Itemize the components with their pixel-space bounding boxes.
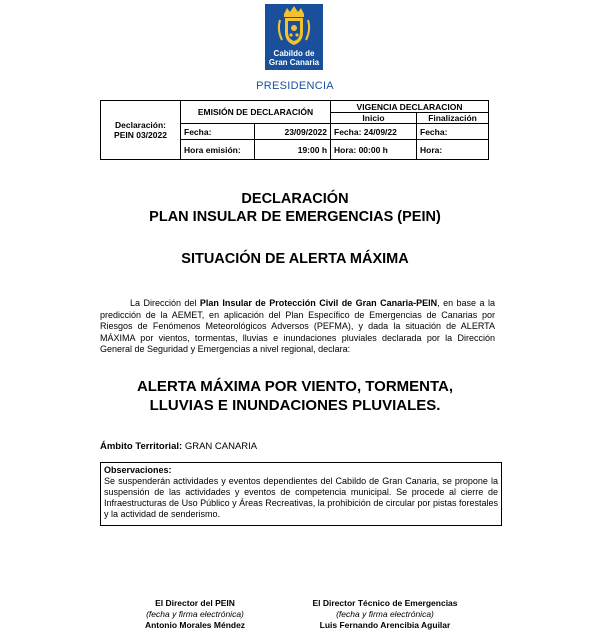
emission-date-value: 23/09/2022 (255, 124, 331, 140)
emission-date-label: Fecha: (181, 124, 255, 140)
observations-box (100, 462, 502, 526)
signature-name: Luis Fernando Arencibia Aguilar (319, 620, 451, 630)
paragraph-plan-name: Plan Insular de Protección Civil de Gran Canaria-PEIN (199, 298, 438, 308)
signature-note: (fecha y firma electrónica) (336, 609, 434, 619)
alert-line-2: LLUVIAS E INUNDACIONES PLUVIALES. (149, 397, 441, 414)
signature-note: (fecha y firma electrónica) (146, 609, 244, 619)
signature-title: El Director Técnico de Emergencias (312, 598, 458, 608)
start-date: Fecha: 24/09/22 (331, 124, 417, 140)
title-declaracion: DECLARACIÓN (241, 191, 349, 207)
territorial-scope (100, 441, 257, 452)
logo-text-line1: Cabildo de (273, 49, 315, 58)
declaration-id-cell (101, 101, 181, 160)
paragraph-intro: La Dirección del (130, 298, 200, 308)
signature-title: El Director del PEIN (155, 598, 235, 608)
observations-text: Se suspenderán actividades y eventos dependientes del Cabildo de Gran Canaria, se propone la suspensión de las actividades y eventos de competencia municipal. Se procede al cierre de Infraestructuras de Uso Público y Áreas Recreativas, la prohibición de circular por pistas forestales y la actividad de senderismo. (104, 476, 498, 519)
declaration-label: Declaración: (114, 120, 167, 130)
signature-director-pein (120, 598, 270, 631)
end-time-label: Hora: (417, 140, 489, 160)
logo-text-line2: Gran Canaria (268, 58, 320, 67)
start-header: Inicio (331, 113, 417, 124)
signature-name: Antonio Morales Méndez (144, 620, 246, 630)
scope-label: Ámbito Territorial: (100, 441, 183, 452)
declaration-code: PEIN 03/2022 (114, 130, 167, 140)
alert-line-1: ALERTA MÁXIMA POR VIENTO, TORMENTA, (136, 378, 454, 395)
end-header: Finalización (417, 113, 489, 124)
start-time: Hora: 00:00 h (331, 140, 417, 160)
declaration-paragraph (100, 298, 495, 356)
validity-header: VIGENCIA DECLARACION (331, 101, 489, 113)
cabildo-logo (265, 4, 323, 70)
emission-header: EMISIÓN DE DECLARACIÓN (181, 101, 331, 124)
signature-technical-director (290, 598, 480, 631)
title-plan: PLAN INSULAR DE EMERGENCIAS (PEIN) (149, 209, 441, 225)
paragraph-rest: , en base a la predicción de la AEMET, en aplicación del Plan Específico de Emergencias de Canarias por Riesgos de Fenómenos Meteorológicos Adversos (PEFMA), y dada la situación de ALERTA MÁXIMA por vientos, tormentas, lluvias e inundaciones pluviales declarada por la Dirección General de Seguridad y Emergencias a nivel regional, declara: (100, 298, 495, 354)
emission-time-label: Hora emisión: (181, 140, 255, 160)
title-situation: SITUACIÓN DE ALERTA MÁXIMA (181, 251, 409, 267)
observations-label: Observaciones: (104, 465, 172, 475)
end-date-label: Fecha: (417, 124, 489, 140)
department-label: PRESIDENCIA (256, 80, 334, 92)
emission-time-value: 19:00 h (255, 140, 331, 160)
scope-value: GRAN CANARIA (184, 441, 258, 452)
declaration-table (100, 100, 489, 160)
